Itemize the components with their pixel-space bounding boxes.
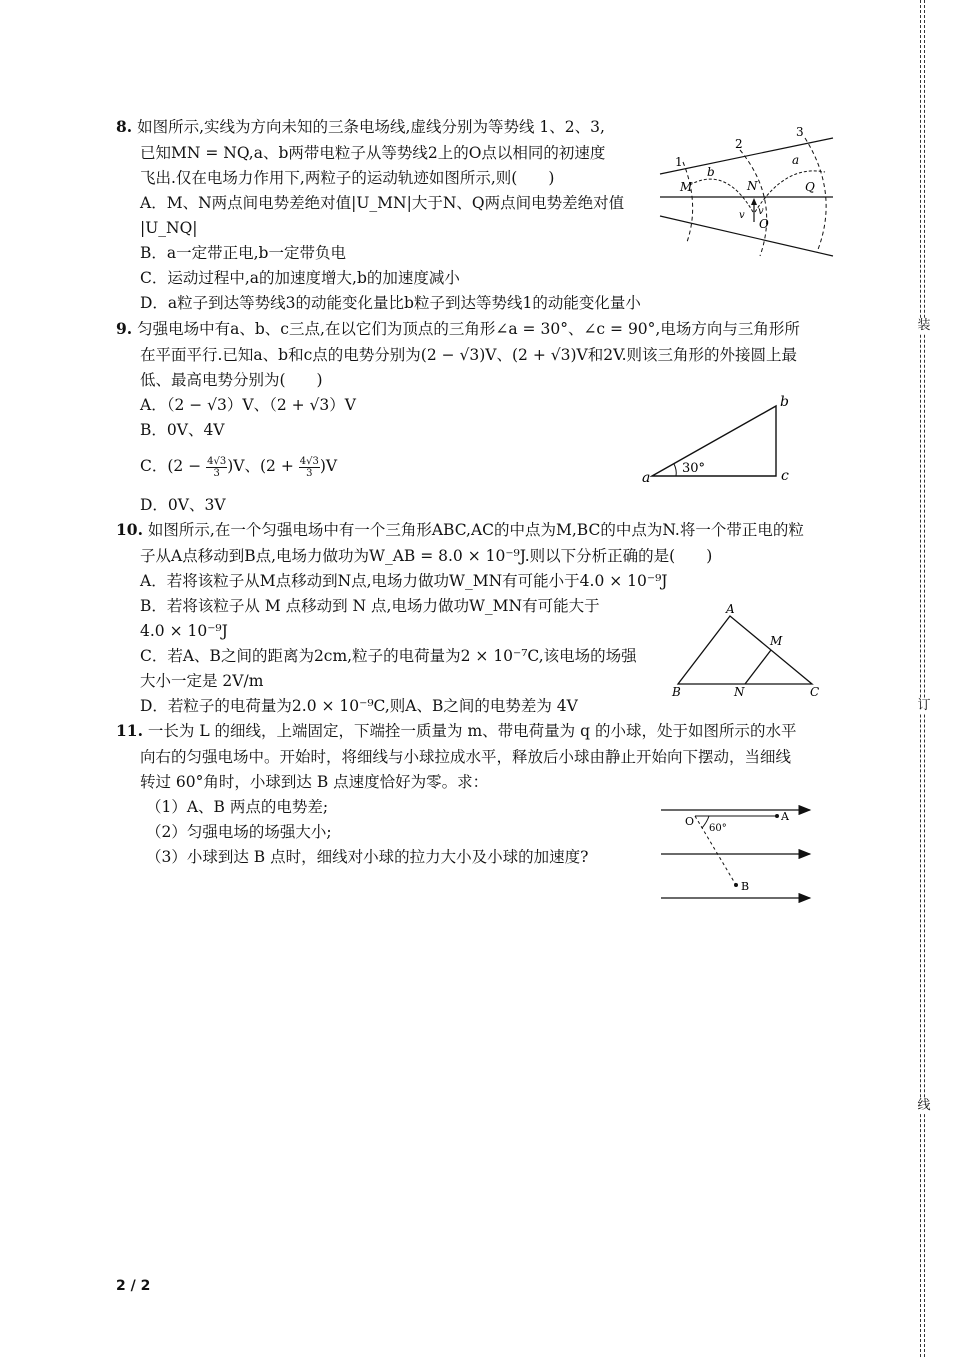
q9-fig-label-c: c [781,468,789,484]
q8-fig-label-1: 1 [675,155,683,169]
q9-fraction-2: $\frac{4√3}{3}$ [299,455,319,479]
q11-line2: 向右的匀强电场中。开始时，将细线与小球拉成水平，释放后小球由静止开始向下摆动，当细线 [140,748,792,766]
q9-option-d: D．0V、3V [140,496,226,514]
q10-option-a: A．若将该粒子从M点移动到N点,电场力做功W_MN有可能小于4.0 × 10⁻⁹J [140,572,668,590]
q9-line2: 在平面平行.已知a、b和c点的电势分别为(2 − √3)V、(2 + √3)V和2V.则该三角形的外接圆上最 [140,346,798,364]
q8-fig-label-v1: v [739,210,745,221]
q11-line3: 转过 60°角时，小球到达 B 点速度恰好为零。求： [140,773,489,791]
q9-number: 9. [116,319,133,338]
binding-mark-xian: 线 [914,1098,934,1114]
q9-fig-label-a: a [642,470,651,486]
q10-fig-label-n: N [734,685,745,699]
q11-figure [655,798,820,908]
q8-option-c: C．运动过程中,a的加速度增大,b的加速度减小 [140,269,460,287]
q8-option-a1: A．M、N两点间电势差绝对值|U_MN|大于N、Q两点间电势差绝对值 [140,194,625,212]
q10-fig-label-a: A [726,602,735,616]
q9-text1: 匀强电场中有a、b、c三点,在以它们为顶点的三角形∠a = 30°、∠c = 90°,电场方向与三角形所 [137,320,800,338]
q10-text1: 如图所示,在一个匀强电场中有一个三角形ABC,AC的中点为M,BC的中点为N.将一个带正电的粒 [147,521,804,539]
q11-sub3: （3）小球到达 B 点时，细线对小球的拉力大小及小球的加速度? [146,848,589,866]
binding-mark-ding: 订 [914,698,934,714]
q8-line1 [116,116,605,138]
q9-figure [640,390,800,490]
q11-fig-angle: 60° [709,823,727,834]
q11-fig-label-a: A [781,810,789,823]
q8-fig-label-a: a [792,153,800,167]
q11-text1: 一长为 L 的细线，上端固定，下端拴一质量为 m、带电荷量为 q 的小球，处于如图所示的水平 [147,722,797,740]
q9-fig-label-b: b [780,394,789,410]
q9-line1 [116,318,800,340]
binding-margin [912,0,940,1357]
q10-option-d: D．若粒子的电荷量为2.0 × 10⁻⁹C,则A、B之间的电势差为 4V [140,697,578,715]
q9-line3: 低、最高电势分别为( ) [140,371,323,389]
q9-fraction-1: $\frac{4√3}{3}$ [207,455,227,479]
binding-dashed-line-2 [924,0,925,1357]
q10-option-c1: C．若A、B之间的距离为2cm,粒子的电荷量为2 × 10⁻⁷C,该电场的场强 [140,647,637,665]
q8-line3: 飞出.仅在电场力作用下,两粒子的运动轨迹如图所示,则( ) [140,169,555,187]
q11-line1 [116,720,796,742]
q8-fig-label-o: O [759,217,769,231]
q8-fig-label-3: 3 [796,125,804,139]
q11-fig-label-o: O [685,815,695,828]
q8-fig-label-n: N [747,179,758,193]
q8-option-a2: |U_NQ| [140,219,198,237]
q9-fig-angle: 30° [682,461,706,476]
q11-sub1: （1）A、B 两点的电势差; [146,798,329,816]
q10-line1 [116,519,804,541]
binding-mark-zhuang: 装 [914,318,934,334]
q9-option-b: B．0V、4V [140,421,225,439]
q8-text1: 如图所示,实线为方向未知的三条电场线,虚线分别为等势线 1、2、3, [137,118,605,136]
q11-number: 11. [116,721,143,740]
q8-option-d: D．a粒子到达等势线3的动能变化量比b粒子到达等势线1的动能变化量小 [140,294,641,312]
q8-fig-label-q: Q [805,180,815,194]
q8-figure [655,124,840,264]
q11-fig-label-b: B [741,880,750,893]
q8-fig-label-b: b [707,165,715,179]
q10-fig-label-c: C [810,685,820,699]
binding-dashed-line [920,0,921,1357]
q8-fig-label-m: M [680,180,693,194]
q8-line2: 已知MN = NQ,a、b两带电粒子从等势线2上的O点以相同的初速度 [140,144,606,162]
q10-option-b1: B．若将该粒子从 M 点移动到 N 点,电场力做功W_MN有可能大于 [140,597,600,615]
q10-number: 10. [116,520,143,539]
q8-number: 8. [116,117,133,136]
q10-option-c2: 大小一定是 2V/m [140,672,264,690]
q9-option-a: A．（2 − √3）V、（2 + √3）V [140,396,356,414]
q10-fig-label-b: B [672,685,681,699]
page-number: 2 / 2 [116,1278,151,1294]
q10-figure [668,600,828,700]
q8-fig-label-2: 2 [735,137,743,151]
q10-line2: 子从A点移动到B点,电场力做功为W_AB = 8.0 × 10⁻⁹J.则以下分析正确的是( ) [140,547,713,565]
q10-fig-label-m: M [770,634,783,648]
q10-option-b2: 4.0 × 10⁻⁹J [140,622,228,640]
q8-fig-label-v2: v [758,206,764,217]
q9-option-c: C．(2 − $\frac{4√3}{3}$ )V、(2 + $\frac{4√3}{3}$ )V [140,455,338,479]
q8-option-b: B．a一定带正电,b一定带负电 [140,244,346,262]
q11-sub2: （2）匀强电场的场强大小; [146,823,332,841]
